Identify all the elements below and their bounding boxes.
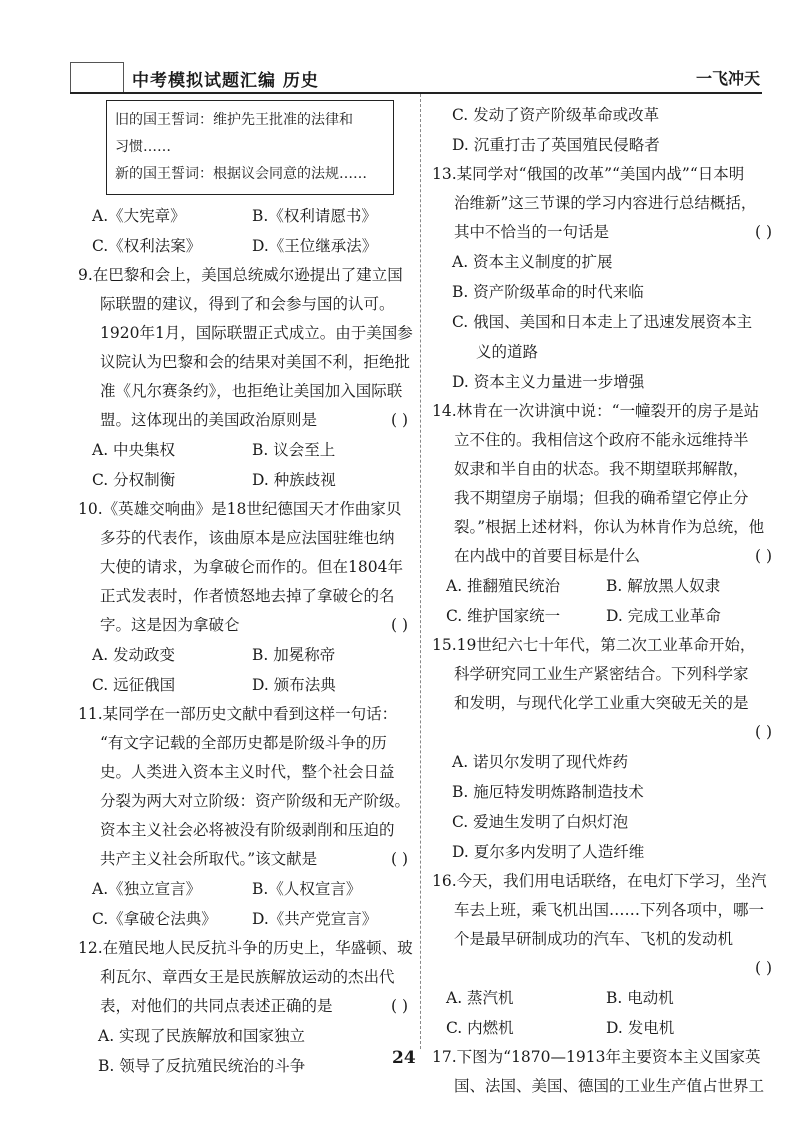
question-line: 资本主义社会必将被没有阶级剥削和压迫的: [100, 821, 395, 839]
q8-options: [78, 201, 408, 231]
question-line: 17.下图为“1870—1913年主要资本主义国家英: [432, 1048, 761, 1066]
answer-paren: ( ): [390, 850, 408, 868]
question-15: [432, 631, 772, 867]
q12-option-d: D. 沉重打击了英国殖民侵略者: [452, 136, 660, 154]
answer-paren: ( ): [754, 723, 772, 741]
question-line: 共产主义社会所取代。”该文献是 ( ): [78, 845, 408, 874]
quote-box: [106, 100, 394, 195]
q8-options: [78, 231, 408, 261]
question-line: 科学研究同工业生产紧密结合。下列科学家: [454, 665, 749, 683]
quote-line: 旧的国王誓词：维护先王批准的法律和: [115, 112, 353, 128]
q12-option-b: B. 领导了反抗殖民统治的斗争: [98, 1057, 306, 1075]
question-line: 12.在殖民地人民反抗斗争的历史上，华盛顿、玻: [78, 939, 413, 957]
q14-option-c: C. 维护国家统一: [446, 607, 561, 625]
q15-option-d: D. 夏尔多内发明了人造纤维: [452, 843, 645, 861]
q10-options: [78, 670, 408, 700]
q14-option-a: A. 推翻殖民统治: [446, 577, 561, 595]
q11-option-b: B.《人权宣言》: [252, 880, 362, 898]
q10-option-c: C. 远征俄国: [92, 676, 176, 694]
answer-paren: ( ): [754, 959, 772, 977]
q14-option-b: B. 解放黑人奴隶: [606, 577, 721, 595]
q15-option-c: C. 爱迪生发明了白炽灯泡: [452, 813, 629, 831]
question-line: 裂。”根据上述材料，你认为林肯作为总统，他: [454, 518, 765, 536]
q12-option-a: A. 实现了民族解放和国家独立: [98, 1027, 306, 1045]
question-line: 议院认为巴黎和会的结果对美国不利，拒绝批: [100, 353, 411, 371]
question-line: 利瓦尔、章西女王是民族解放运动的杰出代: [100, 968, 395, 986]
question-line: 多芬的代表作，该曲原本是应法国驻维也纳: [100, 529, 395, 547]
question-12: [78, 934, 413, 1081]
question-17: [432, 1043, 772, 1101]
question-line: 立不住的。我相信这个政府不能永远维持半: [454, 431, 749, 449]
question-line: 个是最早研制成功的汽车、飞机的发动机: [454, 930, 734, 948]
right-column: [432, 100, 772, 1101]
question-line: 盟。这体现出的美国政治原则是 ( ): [78, 406, 408, 435]
q11-option-a: A.《独立宣言》: [92, 880, 202, 898]
question-line: 表，对他们的共同点表述正确的是 ( ): [78, 992, 408, 1021]
question-line: 其中不恰当的一句话是 ( ): [432, 218, 772, 247]
question-line: 治维新”这三节课的学习内容进行总结概括，: [454, 194, 757, 212]
q15-option-a: A. 诺贝尔发明了现代炸药: [452, 753, 629, 771]
q16-option-d: D. 发电机: [606, 1019, 675, 1037]
q8-option-a: A.《大宪章》: [92, 207, 186, 225]
question-line: 际联盟的建议，得到了和会参与国的认可。: [100, 295, 395, 313]
column-divider: [420, 94, 421, 1049]
question-line: 10.《英雄交响曲》是18世纪德国天才作曲家贝: [78, 500, 402, 518]
q13-option-c: C. 俄国、美国和日本走上了迅速发展资本主: [452, 313, 753, 331]
quote-line: 习惯……: [115, 139, 171, 155]
q13-option-d: D. 资本主义力量进一步增强: [452, 373, 645, 391]
question-9: [78, 261, 413, 495]
question-10: [78, 495, 408, 700]
q14-options: [432, 571, 772, 601]
q14-option-d: D. 完成工业革命: [606, 607, 721, 625]
question-11: [78, 700, 411, 934]
question-line: 正式发表时，作者愤怒地去掉了拿破仑的名: [100, 587, 395, 605]
q16-options: [432, 1013, 772, 1043]
q10-option-d: D. 颁布法典: [252, 676, 336, 694]
question-line: 史。人类进入资本主义时代，整个社会日益: [100, 763, 395, 781]
q11-option-d: D.《共产党宣言》: [252, 910, 378, 928]
question-14: [432, 397, 772, 631]
question-line: 16.今天，我们用电话联络，在电灯下学习，坐汽: [432, 872, 767, 890]
question-line: 分裂为两大对立阶级：资产阶级和无产阶级。: [100, 792, 411, 810]
answer-paren: ( ): [390, 997, 408, 1015]
header-title: 中考模拟试题汇编 历史: [132, 71, 319, 91]
quote-line: 新的国王誓词：根据议会同意的法规……: [115, 166, 367, 182]
question-line: 和发明，与现代化学工业重大突破无关的是: [454, 694, 749, 712]
q13-option-b: B. 资产阶级革命的时代来临: [452, 283, 644, 301]
question-line: 我不期望房子崩塌；但我的确希望它停止分: [454, 489, 749, 507]
q9-option-b: B. 议会至上: [252, 441, 336, 459]
question-line: 在内战中的首要目标是什么 ( ): [432, 542, 772, 571]
question-line: 字。这是因为拿破仑 ( ): [78, 611, 408, 640]
q16-option-b: B. 电动机: [606, 989, 674, 1007]
answer-paren: ( ): [754, 547, 772, 565]
q8-option-b: B.《权利请愿书》: [252, 207, 377, 225]
q9-option-c: C. 分权制衡: [92, 471, 176, 489]
left-column: [78, 100, 413, 1081]
question-line: 国、法国、美国、德国的工业生产值占世界工: [454, 1077, 765, 1095]
answer-paren: ( ): [390, 616, 408, 634]
q13-option-c-cont: 义的道路: [476, 343, 539, 361]
q10-option-a: A. 发动政变: [92, 646, 176, 664]
q9-option-a: A. 中央集权: [92, 441, 176, 459]
q10-option-b: B. 加冕称帝: [252, 646, 336, 664]
q9-options: [78, 435, 408, 465]
question-line: 1920年1月，国际联盟正式成立。由于美国参: [100, 324, 413, 342]
q9-options: [78, 465, 408, 495]
question-line: 11.某同学在一部历史文献中看到这样一句话：: [78, 705, 398, 723]
q16-option-c: C. 内燃机: [446, 1019, 514, 1037]
question-line: 大使的请求，为拿破仑而作的。但在1804年: [100, 558, 403, 576]
publisher-logo: [70, 62, 124, 94]
q14-options: [432, 601, 772, 631]
question-16: [432, 867, 772, 1043]
page-number: 24: [392, 1048, 416, 1068]
answer-paren: ( ): [754, 223, 772, 241]
q11-options: [78, 874, 408, 904]
q16-option-a: A. 蒸汽机: [446, 989, 514, 1007]
q15-option-b: B. 施厄特发明炼路制造技术: [452, 783, 644, 801]
question-line: “有文字记载的全部历史都是阶级斗争的历: [100, 734, 387, 752]
q11-option-c: C.《拿破仑法典》: [92, 910, 217, 928]
question-line: 15.19世纪六七十年代，第二次工业革命开始，: [432, 636, 756, 654]
q13-option-a: A. 资本主义制度的扩展: [452, 253, 613, 271]
question-13: [432, 160, 772, 397]
question-line: 14.林肯在一次讲演中说：“一幢裂开的房子是站: [432, 402, 760, 420]
question-line: 9.在巴黎和会上，美国总统威尔逊提出了建立国: [78, 266, 403, 284]
question-line: 奴隶和半自由的状态。我不期望联邦解散，: [454, 460, 749, 478]
question-line: 13.某同学对“俄国的改革”“美国内战”“日本明: [432, 165, 745, 183]
question-line: 准《凡尔赛条约》，也拒绝让美国加入国际联: [100, 382, 403, 400]
answer-paren: ( ): [390, 411, 408, 429]
question-line: 车去上班，乘飞机出国……下列各项中，哪一: [454, 901, 765, 919]
q11-options: [78, 904, 408, 934]
header-rule: [70, 92, 762, 94]
header-series-name: 一飞冲天: [695, 69, 760, 88]
q12-option-c: C. 发动了资产阶级革命或改革: [452, 106, 660, 124]
q16-options: [432, 983, 772, 1013]
q10-options: [78, 640, 408, 670]
q9-option-d: D. 种族歧视: [252, 471, 336, 489]
q8-option-d: D.《王位继承法》: [252, 237, 378, 255]
q8-option-c: C.《权利法案》: [92, 237, 202, 255]
